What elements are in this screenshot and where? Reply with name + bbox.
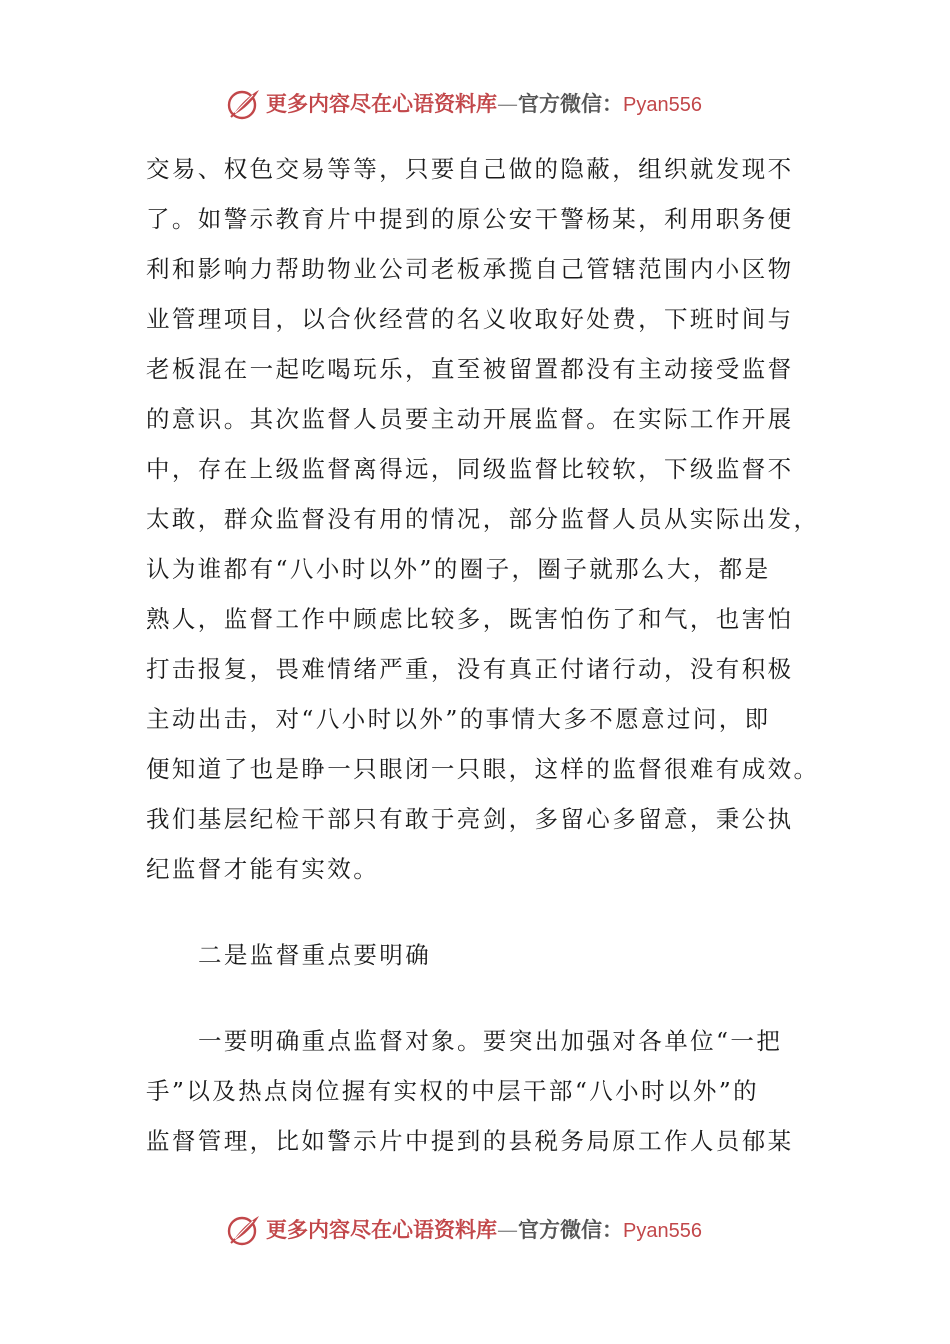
body-line: 业管理项目，以合伙经营的名义收取好处费，下班时间与: [146, 305, 794, 333]
body-line: 的意识。其次监督人员要主动开展监督。在实际工作开展: [146, 405, 794, 433]
body-line: 我们基层纪检干部只有敢于亮剑，多留心多留意，秉公执: [146, 805, 794, 833]
footer-banner: [0, 1210, 950, 1250]
section-heading: 二是监督重点要明确: [198, 941, 432, 969]
document-body: [146, 144, 820, 1166]
body-line: 手”以及热点岗位握有实权的中层干部“八小时以外”的: [146, 1077, 760, 1105]
body-line: 中，存在上级监督离得远，同级监督比较软，下级监督不: [146, 455, 794, 483]
footer-banner-text: [266, 1214, 702, 1247]
header-site-name: 更多内容尽在心语资料库: [266, 91, 497, 116]
body-line: 便知道了也是睁一只眼闭一只眼，这样的监督很难有成效。: [146, 755, 820, 783]
body-line: 熟人，监督工作中顾虑比较多，既害怕伤了和气，也害怕: [146, 605, 794, 633]
header-official-label: 官方微信：: [518, 91, 623, 116]
header-wechat-id: Pyan556: [623, 94, 702, 116]
footer-official-label: 官方微信：: [518, 1217, 623, 1242]
body-line: 一要明确重点监督对象。要突出加强对各单位“一把: [198, 1027, 783, 1055]
body-line: 监督管理，比如警示片中提到的县税务局原工作人员郁某: [146, 1127, 794, 1155]
footer-separator: —: [497, 1218, 518, 1242]
body-line: 太敢，群众监督没有用的情况，部分监督人员从实际出发，: [146, 505, 820, 533]
footer-site-name: 更多内容尽在心语资料库: [266, 1217, 497, 1242]
paragraph-gap: [146, 894, 806, 930]
feather-pen-logo-icon: [226, 86, 262, 122]
body-line: 交易、权色交易等等，只要自己做的隐蔽，组织就发现不: [146, 155, 794, 183]
body-line: 认为谁都有“八小时以外”的圈子，圈子就那么大，都是: [146, 555, 771, 583]
body-line: 了。如警示教育片中提到的原公安干警杨某，利用职务便: [146, 205, 794, 233]
body-line: 老板混在一起吃喝玩乐，直至被留置都没有主动接受监督: [146, 355, 794, 383]
feather-pen-logo-icon: [226, 1212, 262, 1248]
footer-wechat-id: Pyan556: [623, 1220, 702, 1242]
header-banner: [0, 84, 950, 124]
header-banner-text: [266, 88, 702, 121]
body-line: 利和影响力帮助物业公司老板承揽自己管辖范围内小区物: [146, 255, 794, 283]
body-line: 打击报复，畏难情绪严重，没有真正付诸行动，没有积极: [146, 655, 794, 683]
header-separator: —: [497, 92, 518, 116]
body-line: 主动出击，对“八小时以外”的事情大多不愿意过问，即: [146, 705, 771, 733]
paragraph-gap: [146, 980, 806, 1016]
body-line: 纪监督才能有实效。: [146, 855, 380, 883]
